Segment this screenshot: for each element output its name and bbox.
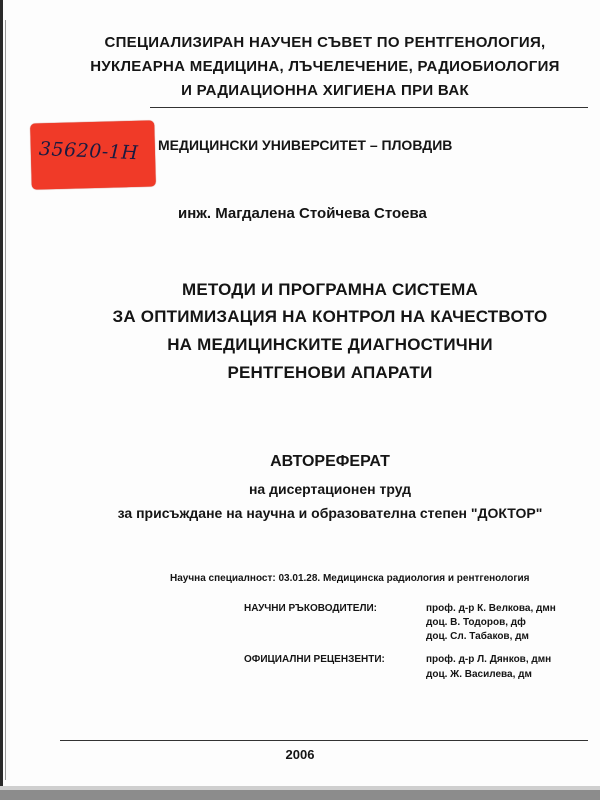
stamp-handwritten-number: 35620-1Н [38, 137, 139, 165]
author-name: инж. Магдалена Стойчева Стоева [178, 205, 427, 222]
title-line-3: НА МЕДИЦИНСКИТЕ ДИАГНОСТИЧНИ [167, 335, 493, 354]
university-name: МЕДИЦИНСКИ УНИВЕРСИТЕТ – ПЛОВДИВ [158, 137, 453, 153]
supervisor-1: проф. д-р К. Велкова, дмн [426, 603, 556, 614]
reviewer-2: доц. Ж. Василева, дм [426, 669, 532, 680]
scan-edge-bottom [0, 790, 600, 800]
header-rule [150, 107, 588, 108]
scientific-specialty: Научна специалност: 03.01.28. Медицинска радиология и рентгенология [170, 573, 530, 584]
library-stamp [30, 120, 156, 189]
scan-edge-left [0, 0, 3, 800]
title-line-2: ЗА ОПТИМИЗАЦИЯ НА КОНТРОЛ НА КАЧЕСТВОТО [112, 307, 548, 326]
abstract-line-1: на дисертационен труд [248, 481, 412, 497]
supervisor-2: доц. В. Тодоров, дф [426, 617, 526, 628]
council-line-1: СПЕЦИАЛИЗИРАН НАУЧЕН СЪВЕТ ПО РЕНТГЕНОЛОГИЯ, [104, 34, 546, 51]
council-line-2: НУКЛЕАРНА МЕДИЦИНА, ЛЪЧЕЛЕЧЕНИЕ, РАДИОБИОЛОГИЯ [90, 58, 560, 75]
abstract-heading: АВТОРЕФЕРАТ [270, 453, 390, 470]
title-line-4: РЕНТГЕНОВИ АПАРАТИ [227, 363, 433, 382]
supervisor-3: доц. Сл. Табаков, дм [426, 631, 529, 642]
abstract-line-2: за присъждане на научна и образователна степен "ДОКТОР" [117, 505, 543, 521]
publication-year: 2006 [285, 747, 315, 762]
supervisors-label: НАУЧНИ РЪКОВОДИТЕЛИ: [244, 603, 377, 614]
title-line-1: МЕТОДИ И ПРОГРАМНА СИСТЕМА [182, 280, 478, 299]
council-line-3: И РАДИАЦИОННА ХИГИЕНА ПРИ ВАК [181, 82, 469, 99]
reviewer-1: проф. д-р Л. Дянков, дмн [426, 654, 552, 665]
scan-edge-shadow [5, 20, 6, 780]
footer-rule [60, 740, 588, 741]
reviewers-label: ОФИЦИАЛНИ РЕЦЕНЗЕНТИ: [244, 654, 385, 665]
